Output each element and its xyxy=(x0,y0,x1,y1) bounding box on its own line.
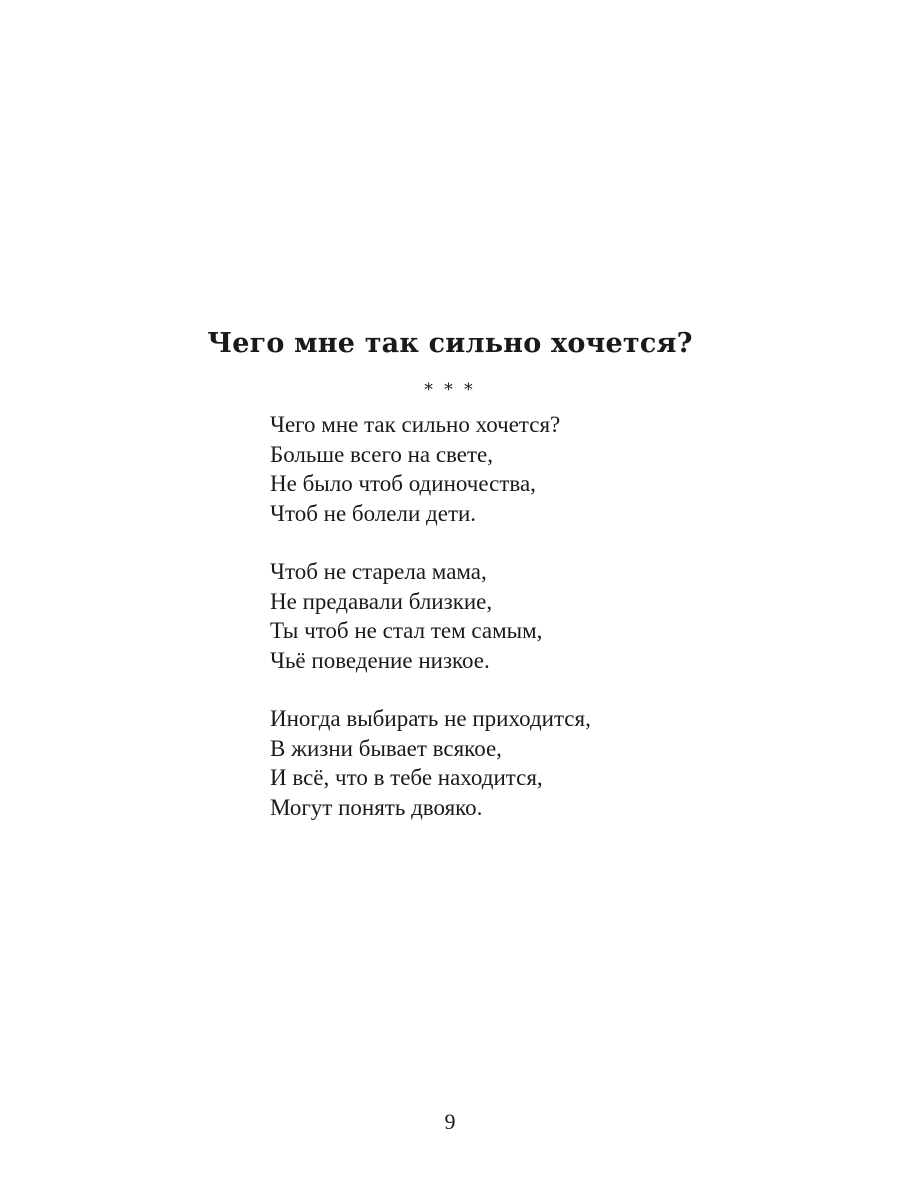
poem-body xyxy=(270,410,870,851)
verse-line: Не было чтоб одиночества, xyxy=(270,471,536,496)
stanza xyxy=(270,704,870,822)
verse-line: В жизни бывает всякое, xyxy=(270,735,502,761)
stanza xyxy=(270,410,870,528)
verse-line: Могут понять двояко. xyxy=(270,794,483,820)
page-number: 9 xyxy=(444,1109,456,1134)
verse-line: Чего мне так сильно хочется? xyxy=(270,412,561,437)
stanza xyxy=(270,557,870,675)
verse-line: Чтоб не старела мама, xyxy=(270,559,487,584)
verse-line: Чьё поведение низкое. xyxy=(270,647,490,673)
verse-line: Иногда выбирать не приходится, xyxy=(270,706,591,731)
poem-title: Чего мне так сильно хочется? xyxy=(207,328,693,359)
verse-line: Не предавали близкие, xyxy=(270,588,493,614)
verse-line: Больше всего на свете, xyxy=(270,441,493,467)
verse-line: Чтоб не болели дети. xyxy=(270,500,477,526)
verse-line: Ты чтоб не стал тем самым, xyxy=(270,618,543,643)
verse-line: И всё, что в тебе находится, xyxy=(270,765,543,790)
stanza-separator: * * * xyxy=(424,380,476,400)
